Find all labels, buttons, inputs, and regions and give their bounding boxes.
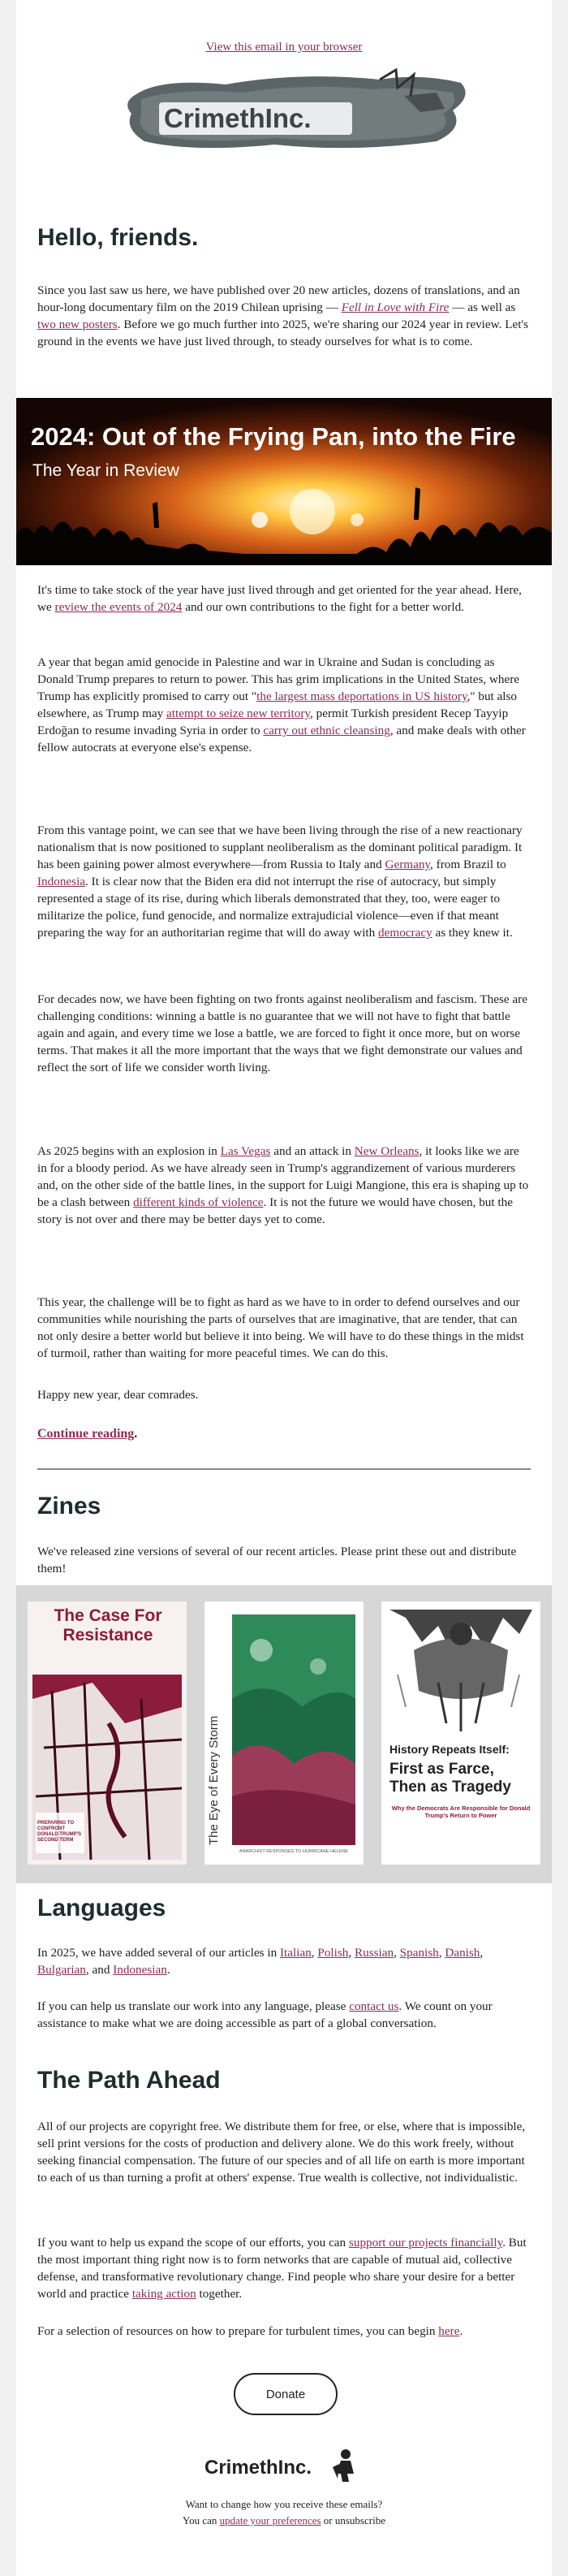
path-text: . But the most important thing right now is to form networks that are capable of mutual aid, collective defense, and transformative revolutionary change. Find people who share your desire for a better world and practice xyxy=(37,2236,527,2301)
indonesian-link[interactable]: Indonesian xyxy=(113,1963,167,1977)
taking-action-link[interactable]: taking action xyxy=(131,2287,196,2301)
article-text: , it looks like we are in for a bloody period. As we have already seen in Trump's aggrandizement of various murderers and, on the other side of the battle lines, in the support for Luigi Mangione, this era is shaping up to be a clash between xyxy=(37,1144,529,1209)
and-text: , and xyxy=(85,1963,114,1977)
crimethinc-logo[interactable] xyxy=(112,63,477,161)
path-paragraph-1: All of our projects are copyright free. We distribute them for free, or else, where that is impossible, sell print versions for the costs of production and delivery alone. We do this work freely, without seeking financial compensation. The future of our species and of all life on earth is more important to each of us than turning a profit at others' expense. True wealth is collective, not individualistic. xyxy=(37,2120,526,2185)
russian-link[interactable]: Russian xyxy=(354,1946,394,1960)
zine-history-repeats-itself[interactable] xyxy=(381,1601,540,1865)
view-in-browser-row xyxy=(16,41,552,54)
banner-subtitle: The Year in Review xyxy=(32,461,179,480)
comma: , xyxy=(348,1946,355,1960)
article-text: , and make deals with other fellow autocrats at everyone else's expense. xyxy=(37,724,526,754)
article-paragraph-1 xyxy=(37,581,531,616)
article-paragraph-2 xyxy=(37,654,531,756)
article-text: It's time to take stock of the year have just lived through and get oriented for the year ahead. Here, we xyxy=(37,583,522,614)
zine-case-for-resistance[interactable] xyxy=(28,1601,187,1865)
languages-paragraph-2 xyxy=(37,1998,531,2032)
intro-text-3: . Before we go much further into 2025, we're sharing our 2024 year in review. Let's ground in the events we have just lived through, to steady ourselves for what is to come. xyxy=(37,318,529,348)
comma: , xyxy=(311,1946,318,1960)
intro-text-1: Since you last saw us here, we have published over 20 new articles, dozens of translations, and an hour-long documentary film on the 2019 Chilean uprising — xyxy=(37,283,520,314)
languages-paragraph-1 xyxy=(37,1944,531,1978)
languages-text: If you can help us translate our work into any language, please xyxy=(37,1999,350,2013)
path-paragraph-2 xyxy=(37,2234,531,2302)
section-divider xyxy=(37,1468,531,1470)
zine-eye-of-every-storm[interactable] xyxy=(204,1601,364,1865)
comma: , xyxy=(438,1946,445,1960)
comma: , xyxy=(480,1946,484,1960)
zine3-subtitle: Why the Democrats Are Responsible for Donald Trump's Return to Power xyxy=(391,1804,531,1819)
continue-reading-link[interactable]: Continue reading xyxy=(37,1427,135,1441)
ethnic-cleansing-link[interactable]: carry out ethnic cleansing xyxy=(263,724,390,737)
article-text: . It is not the future we would have chosen, but the story is not over and there may be better days yet to come. xyxy=(37,1195,513,1226)
polish-link[interactable]: Polish xyxy=(317,1946,349,1960)
zines-text: We've released zine versions of several of our recent articles. Please print these out and distribute them! xyxy=(37,1545,517,1575)
footer-logo[interactable] xyxy=(203,2444,365,2483)
path-text: If you want to help us expand the scope of our efforts, you can xyxy=(37,2236,349,2250)
footer-line-1: Want to change how you receive these emails? xyxy=(185,2498,383,2510)
danish-link[interactable]: Danish xyxy=(445,1946,480,1960)
article-text: and our own contributions to the fight for a better world. xyxy=(182,600,464,614)
zine3-title-b: First as Farce, Then as Tragedy xyxy=(389,1761,511,1796)
fell-in-love-with-fire-link[interactable]: Fell in Love with Fire xyxy=(341,300,450,314)
indonesia-link[interactable]: Indonesia xyxy=(37,875,86,888)
article-text: As 2025 begins with an explosion in xyxy=(37,1144,221,1158)
article-paragraph-7: Happy new year, dear comrades. xyxy=(37,1388,199,1402)
path-text: together. xyxy=(196,2287,243,2301)
resources-here-link[interactable]: here xyxy=(438,2324,460,2338)
languages-text: . We count on your assistance to make what we are doing accessible as part of a global conversation. xyxy=(37,1999,493,2030)
mass-deportations-link[interactable]: the largest mass deportations in US history xyxy=(256,689,467,703)
email-body xyxy=(16,0,552,2576)
greeting-heading: Hello, friends. xyxy=(37,224,199,251)
comma: , xyxy=(394,1946,400,1960)
path-ahead-heading: The Path Ahead xyxy=(37,2067,221,2094)
logo-text: CrimethInc. xyxy=(164,103,312,133)
zines-heading: Zines xyxy=(37,1493,101,1519)
figure-icon xyxy=(341,2449,351,2459)
new-orleans-link[interactable]: New Orleans xyxy=(354,1144,420,1158)
democracy-link[interactable]: democracy xyxy=(378,926,432,940)
update-preferences-link[interactable]: update your preferences xyxy=(219,2514,321,2526)
article-paragraph-5 xyxy=(37,1143,531,1228)
period: . xyxy=(166,1963,170,1977)
donate-button[interactable]: Donate xyxy=(234,2373,338,2415)
zine3-title-a: History Repeats Itself: xyxy=(389,1743,510,1756)
article-paragraph-6: This year, the challenge will be to fight as hard as we have to in order to defend ourselves and our communities while nourishing the parts of ourselves that are imaginative, that are tender, that can not only desire a better world but believe it into being. We will have to do these things in the midst of turmoil, rather than waiting for more peaceful times. We can do this. xyxy=(37,1295,524,1360)
zine1-title: The Case For Resistance xyxy=(54,1606,162,1645)
article-text: , permit Turkish president Recep Tayyip Erdoğan to resume invading Syria in order to xyxy=(37,707,509,737)
spanish-link[interactable]: Spanish xyxy=(399,1946,439,1960)
view-in-browser-link[interactable]: View this email in your browser xyxy=(205,41,363,54)
different-kinds-of-violence-link[interactable]: different kinds of violence xyxy=(133,1195,264,1209)
article-text: . It is clear now that the Biden era did not interrupt the rise of autocracy, but simply represented a stage of its rise, during which liberals demonstrated that they, too, were eager to militarize the police, fund genocide, and normalize extrajudicial violence—even if that meant preparing the way for an authoritarian regime that will do away with xyxy=(37,875,501,940)
bulgarian-link[interactable]: Bulgarian xyxy=(37,1963,86,1977)
languages-text: In 2025, we have added several of our articles in xyxy=(37,1946,280,1960)
path-paragraph-3 xyxy=(37,2323,531,2340)
review-events-link[interactable]: review the events of 2024 xyxy=(54,600,183,614)
continue-dot: . xyxy=(134,1427,138,1441)
two-new-posters-link[interactable]: two new posters xyxy=(37,318,118,331)
path-text: For a selection of resources on how to prepare for turbulent times, you can begin xyxy=(37,2324,439,2338)
continue-reading-row xyxy=(37,1427,137,1441)
zine1-subtitle: PREPARING TO CONFRONT DONALD TRUMP'S SECOND TERM xyxy=(37,1821,82,1843)
zine2-subtitle: ANARCHIST RESPONSES TO HURRICANE HELENE xyxy=(239,1849,349,1854)
banner-title: 2024: Out of the Frying Pan, into the Fire xyxy=(31,422,516,451)
article-text: as they knew it. xyxy=(432,926,513,940)
support-projects-link[interactable]: support our projects financially xyxy=(348,2236,503,2250)
footer-line-2 xyxy=(16,2514,552,2527)
period: . xyxy=(459,2324,463,2338)
article-text: A year that began amid genocide in Palestine and war in Ukraine and Sudan is concluding as Donald Trump prepares to return to power. This has grim implications in the United States, where Trump has explicitly promised to carry out " xyxy=(37,655,520,703)
footer-logo-text: CrimethInc. xyxy=(204,2457,312,2479)
intro-text-2: — as well as xyxy=(449,300,516,314)
germany-link[interactable]: Germany xyxy=(385,858,431,871)
article-paragraph-4: For decades now, we have been fighting on two fronts against neoliberalism and fascism. These are challenging conditions: winning a battle is no guarantee that we will not have to fight that battle again and again, and every time we lose a battle, we are forced to fight it once more, but on worse terms. That makes it all the more important that the ways that we fight demonstrate our values and reflect the sort of life we consider worth living. xyxy=(37,992,527,1074)
footer-text: You can xyxy=(183,2514,220,2526)
zines-gallery xyxy=(16,1585,552,1883)
article-text: and an attack in xyxy=(270,1144,355,1158)
zine2-title: The Eye of Every Storm xyxy=(207,1715,221,1845)
article-text: , from Brazil to xyxy=(430,858,506,871)
article-text: From this vantage point, we can see that we have been living through the rise of a new reactionary nationalism that is now positioned to supplant neoliberalism as the dominant political paradigm. It has been gaining power almost everywhere—from Russia to Italy and xyxy=(37,823,523,871)
italian-link[interactable]: Italian xyxy=(280,1946,312,1960)
languages-heading: Languages xyxy=(37,1895,166,1921)
article-text: ," but also elsewhere, as Trump may xyxy=(37,689,518,720)
intro-paragraph xyxy=(37,282,531,350)
unsubscribe-text[interactable]: or unsubscribe xyxy=(321,2514,385,2526)
year-in-review-banner[interactable] xyxy=(16,398,552,565)
contact-us-link[interactable]: contact us xyxy=(349,1999,399,2013)
seize-territory-link[interactable]: attempt to seize new territory xyxy=(166,707,311,720)
article-paragraph-3 xyxy=(37,822,531,941)
las-vegas-link[interactable]: Las Vegas xyxy=(220,1144,271,1158)
